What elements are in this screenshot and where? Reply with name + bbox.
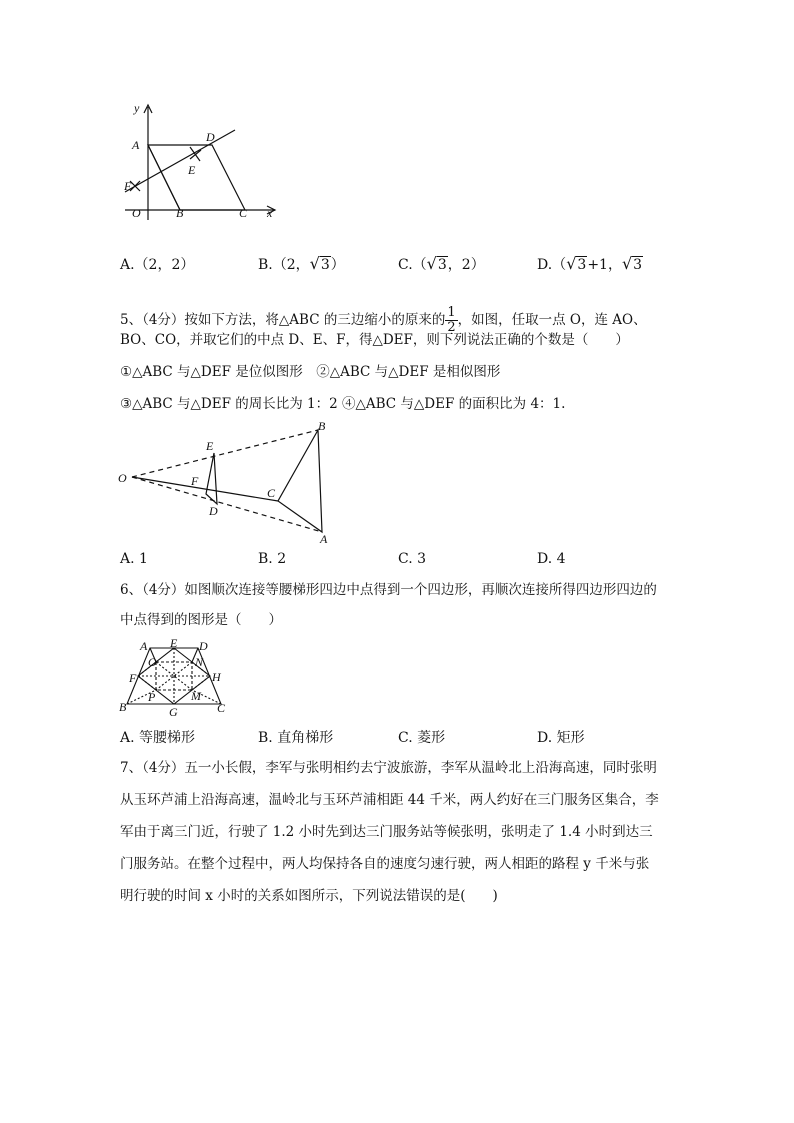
point-b-label: B bbox=[119, 700, 127, 714]
q5-line-3: ①△ABC 与△DEF 是位似图形 ②△ABC 与△DEF 是相似图形 bbox=[120, 364, 501, 380]
q6-line-2: 中点得到的图形是（ ） bbox=[120, 612, 282, 628]
q5-option-a[interactable]: A. 1 bbox=[120, 551, 148, 567]
q5-line-2: BO、CO，并取它们的中点 D、E、F，得△DEF，则下列说法正确的个数是（ ） bbox=[120, 332, 629, 348]
origin-label: O bbox=[132, 206, 141, 220]
q6-option-c[interactable]: C. 菱形 bbox=[398, 730, 446, 746]
q5-option-c[interactable]: C. 3 bbox=[398, 551, 427, 567]
point-o-label: O bbox=[148, 655, 157, 669]
point-f-label: F bbox=[191, 474, 199, 488]
q4-option-c[interactable]: C.（√3，2） bbox=[398, 254, 485, 273]
point-c-label: C bbox=[239, 206, 248, 220]
point-f-label: F bbox=[124, 179, 132, 193]
point-h-label: H bbox=[212, 670, 221, 684]
q6-option-d[interactable]: D. 矩形 bbox=[537, 730, 585, 746]
point-a-label: A bbox=[320, 532, 328, 546]
point-e-label: E bbox=[170, 638, 178, 650]
point-a-label: A bbox=[140, 639, 148, 653]
q6-option-a[interactable]: A. 等腰梯形 bbox=[120, 730, 196, 746]
q6-line-1: 6、（4分）如图顺次连接等腰梯形四边中点得到一个四边形，再顺次连接所得四边形四边的 bbox=[120, 582, 657, 598]
x-axis-label: x bbox=[267, 206, 273, 220]
point-e-label: E bbox=[206, 439, 214, 453]
point-f-label: F bbox=[129, 671, 137, 685]
sqrt: √3 bbox=[566, 254, 587, 273]
q5-line-4: ③△ABC 与△DEF 的周长比为 1：2 ④△ABC 与△DEF 的面积比为 4：1. bbox=[120, 396, 566, 412]
point-b-label: B bbox=[318, 419, 326, 433]
q5-option-d[interactable]: D. 4 bbox=[537, 551, 566, 567]
point-p-label: P bbox=[148, 690, 156, 704]
sqrt: √3 bbox=[309, 254, 330, 273]
point-n-label: N bbox=[195, 655, 204, 669]
homothety-figure bbox=[110, 415, 350, 550]
q5-line-1: 5、（4分）按如下方法，将△ABC 的三边缩小的原来的 $\frac{1}{2}$ ，如图，任取一点 O，连 AO、 bbox=[120, 305, 647, 335]
point-d-label: D bbox=[209, 504, 218, 518]
q6-option-b[interactable]: B. 直角梯形 bbox=[258, 730, 334, 746]
point-b-label: B bbox=[176, 206, 184, 220]
point-a-label: A bbox=[132, 138, 140, 152]
point-c-label: C bbox=[267, 486, 276, 500]
q7-line-3: 军由于离三门近，行驶了 1.2 小时先到达三门服务站等候张明，张明走了 1.4 小时到达三 bbox=[120, 824, 653, 840]
q4-option-a[interactable]: A.（2，2） bbox=[120, 257, 195, 273]
y-axis-label: y bbox=[134, 101, 140, 115]
point-g-label: G bbox=[169, 705, 178, 719]
q7-line-1: 7、（4分）五一小长假，李军与张明相约去宁波旅游，李军从温岭北上沿海高速，同时张明 bbox=[120, 760, 657, 776]
sqrt: √3 bbox=[426, 254, 447, 273]
point-e-label: E bbox=[188, 163, 196, 177]
coordinate-figure bbox=[110, 95, 290, 230]
q7-line-4: 门服务站。在整个过程中，两人均保持各自的速度匀速行驶，两人相距的路程 y 千米与张 bbox=[120, 856, 650, 872]
point-d-label: D bbox=[206, 130, 215, 144]
point-d-label: D bbox=[199, 639, 208, 653]
q4-option-d[interactable]: D.（√3+1，√3 bbox=[537, 254, 643, 273]
trapezoid-figure bbox=[115, 638, 235, 720]
point-m-label: M bbox=[191, 689, 201, 703]
fraction-one-half: $\frac{1}{2}$ bbox=[447, 305, 456, 335]
sqrt: √3 bbox=[621, 254, 643, 273]
q4-option-b[interactable]: B.（2，√3） bbox=[258, 254, 345, 273]
q7-line-5: 明行驶的时间 x 小时的关系如图所示，下列说法错误的是( ) bbox=[120, 888, 498, 904]
q5-option-b[interactable]: B. 2 bbox=[258, 551, 287, 567]
point-c-label: C bbox=[217, 701, 226, 715]
q7-line-2: 从玉环芦浦上沿海高速，温岭北与玉环芦浦相距 44 千米，两人约好在三门服务区集合，李 bbox=[120, 792, 659, 808]
point-o-label: O bbox=[118, 471, 127, 485]
